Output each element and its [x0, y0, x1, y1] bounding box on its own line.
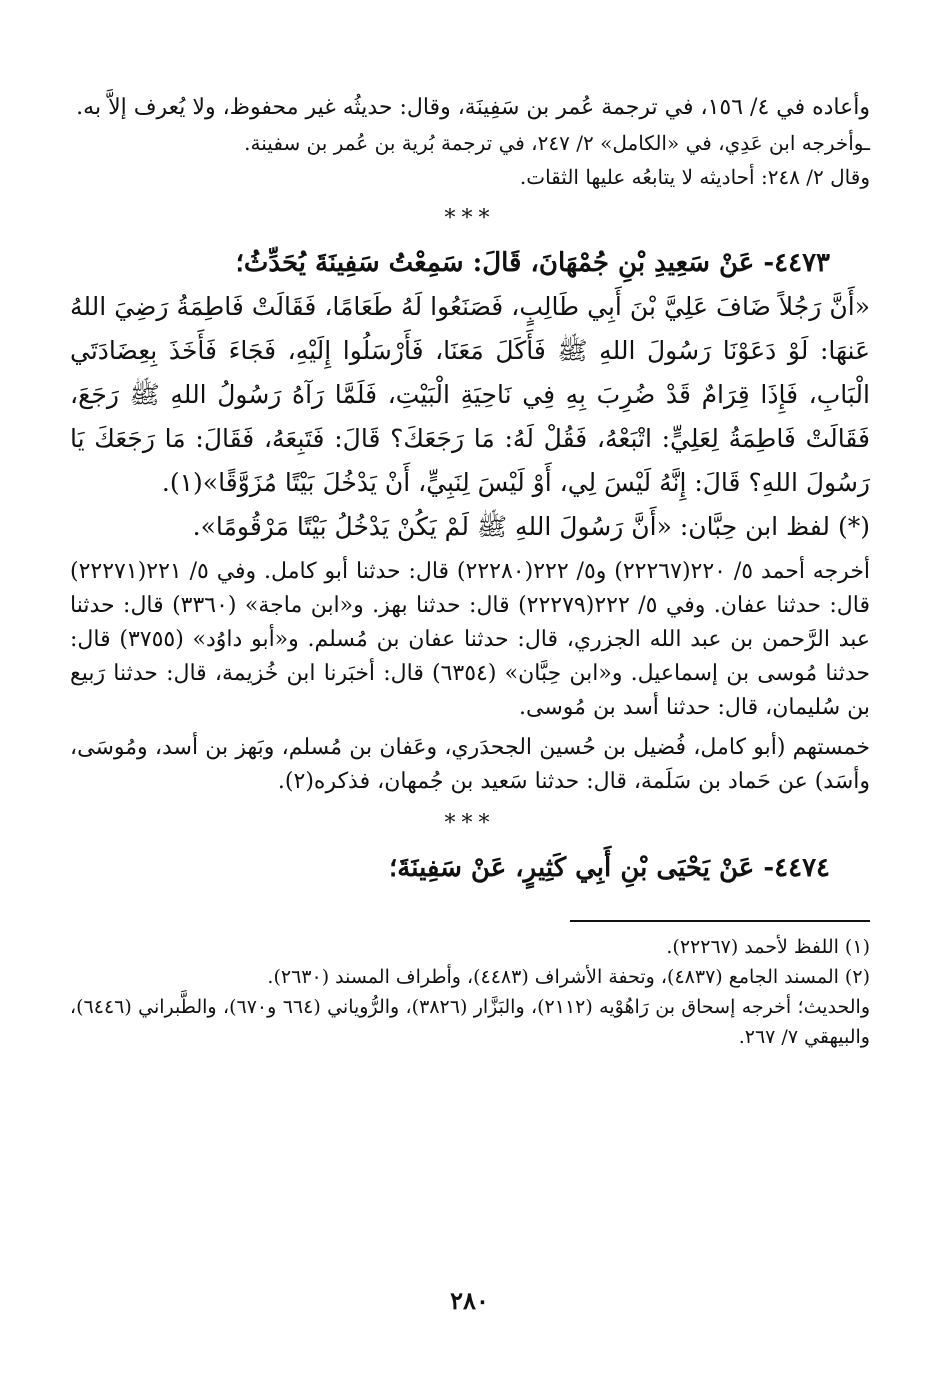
hadith-4473-takhrij-2: خمستهم (أبو كامل، فُضيل بن حُسين الجحدَري، وعَفان بن مُسلم، وبَهز بن أسد، ومُوسَى، وأسَد) عن حَماد بن سَلَمة، قال: حدثنا سَعيد بن جُمهان، فذكره(٢). — [70, 735, 870, 794]
section-divider-2: *** — [444, 811, 496, 836]
hadith-4473-variant: (*) لفظ ابن حِبَّان: «أَنَّ رَسُولَ اللهِ ﷺ لَمْ يَكُنْ يَدْخُلُ بَيْتًا مَرْقُومًا». — [192, 512, 870, 541]
page-body — [70, 90, 870, 1052]
hadith-4473-takhrij-1: أخرجه أحمد ٥/ ٢٢٠(٢٢٢٦٧) و٥/ ٢٢٢(٢٢٢٨٠) قال: حدثنا أبو كامل. وفي ٥/ ٢٢١(٢٢٢٧١) قال: حدثنا عفان. وفي ٥/ ٢٢٢(٢٢٢٧٩) قال: حدثنا بهز. و«ابن ماجة» (٣٣٦٠) قال: حدثنا عبد الرَّحمن بن عبد الله الجزري، قال: حدثنا عفان بن مُسلم. و«أبو داوُد» (٣٧٥٥) قال: حدثنا مُوسى بن إسماعيل. و«ابن حِبَّان» (٦٣٥٤) قال: أخبَرنا ابن خُزيمة، قال: حدثنا رَبيع بن سُليمان، قال: حدثنا أسد بن مُوسى. — [70, 559, 871, 720]
footnote-2-continued: والحديث؛ أخرجه إسحاق بن رَاهُوْيه (٢١١٢)، والبَزَّار (٣٨٢٦)، والرُّوياني (٦٦٤ و٦٧٠)، والطَّبراني (٦٤٤٦)، والبيهقي ٧/ ٢٦٧. — [70, 996, 871, 1048]
hadith-4473-text: «أَنَّ رَجُلاً ضَافَ عَلِيَّ بْنَ أَبِي طَالِبٍ، فَصَنَعُوا لَهُ طَعَامًا، فَقَالَتْ فَاطِمَةُ رَضِيَ اللهُ عَنهَا: لَوْ دَعَوْنَا رَسُولَ اللهِ ﷺ فَأَكَلَ مَعَنَا، فَأَرْسَلُوا إِلَيْهِ، فَجَاءَ فَأَخَذَ بِعِضَادَتَي الْبَابِ، فَإِذَا قِرَامٌ قَدْ ضُرِبَ بِهِ فِي نَاحِيَةِ الْبَيْتِ، فَلَمَّا رَآهُ رَسُولُ اللهِ ﷺ رَجَعَ، فَقَالَتْ فَاطِمَةُ لِعَلِيٍّ: اتْبَعْهُ، فَقُلْ لَهُ: مَا رَجَعَكَ؟ قَالَ: فَتَبِعَهُ، فَقَالَ: مَا رَجَعَكَ يَا رَسُولَ اللهِ؟ قَالَ: إِنَّهُ لَيْسَ لِي، أَوْ لَيْسَ لِنَبِيٍّ، أَنْ يَدْخُلَ بَيْتًا مُزَوَّقًا»(١). — [70, 292, 870, 497]
section-divider: *** — [444, 206, 496, 231]
footnote-1: (١) اللفظ لأحمد (٢٢٢٦٧). — [666, 936, 870, 958]
hadith-4473-heading: ٤٤٧٣- عَنْ سَعِيدِ بْنِ جُمْهَانَ، قَالَ: سَمِعْتُ سَفِينَةَ يُحَدِّثُ؛ — [235, 248, 830, 278]
page-number: ٢٨٠ — [450, 1286, 489, 1315]
hadith-4474-heading: ٤٤٧٤- عَنْ يَحْيَى بْنِ أَبِي كَثِيرٍ، عَنْ سَفِينَةَ؛ — [389, 853, 830, 883]
intro-paragraph-2: ـوأخرجه ابن عَدِي، في «الكامل» ٢/ ٢٤٧، في ترجمة بُرية بن عُمر بن سفينة. — [244, 131, 870, 155]
footnote-rule — [570, 920, 870, 922]
intro-paragraph-3: وقال ٢/ ٢٤٨: أحاديثه لا يتابعُه عليها الثقات. — [519, 165, 870, 189]
intro-paragraph-1: وأعاده في ٤/ ١٥٦، في ترجمة عُمر بن سَفِينَة، وقال: حديثُه غير محفوظ، ولا يُعرف إلاَّ به. — [76, 95, 870, 120]
footnote-2: (٢) المسند الجامع (٤٨٣٧)، وتحفة الأشراف (٤٤٨٣)، وأطراف المسند (٢٦٣٠). — [267, 966, 870, 988]
